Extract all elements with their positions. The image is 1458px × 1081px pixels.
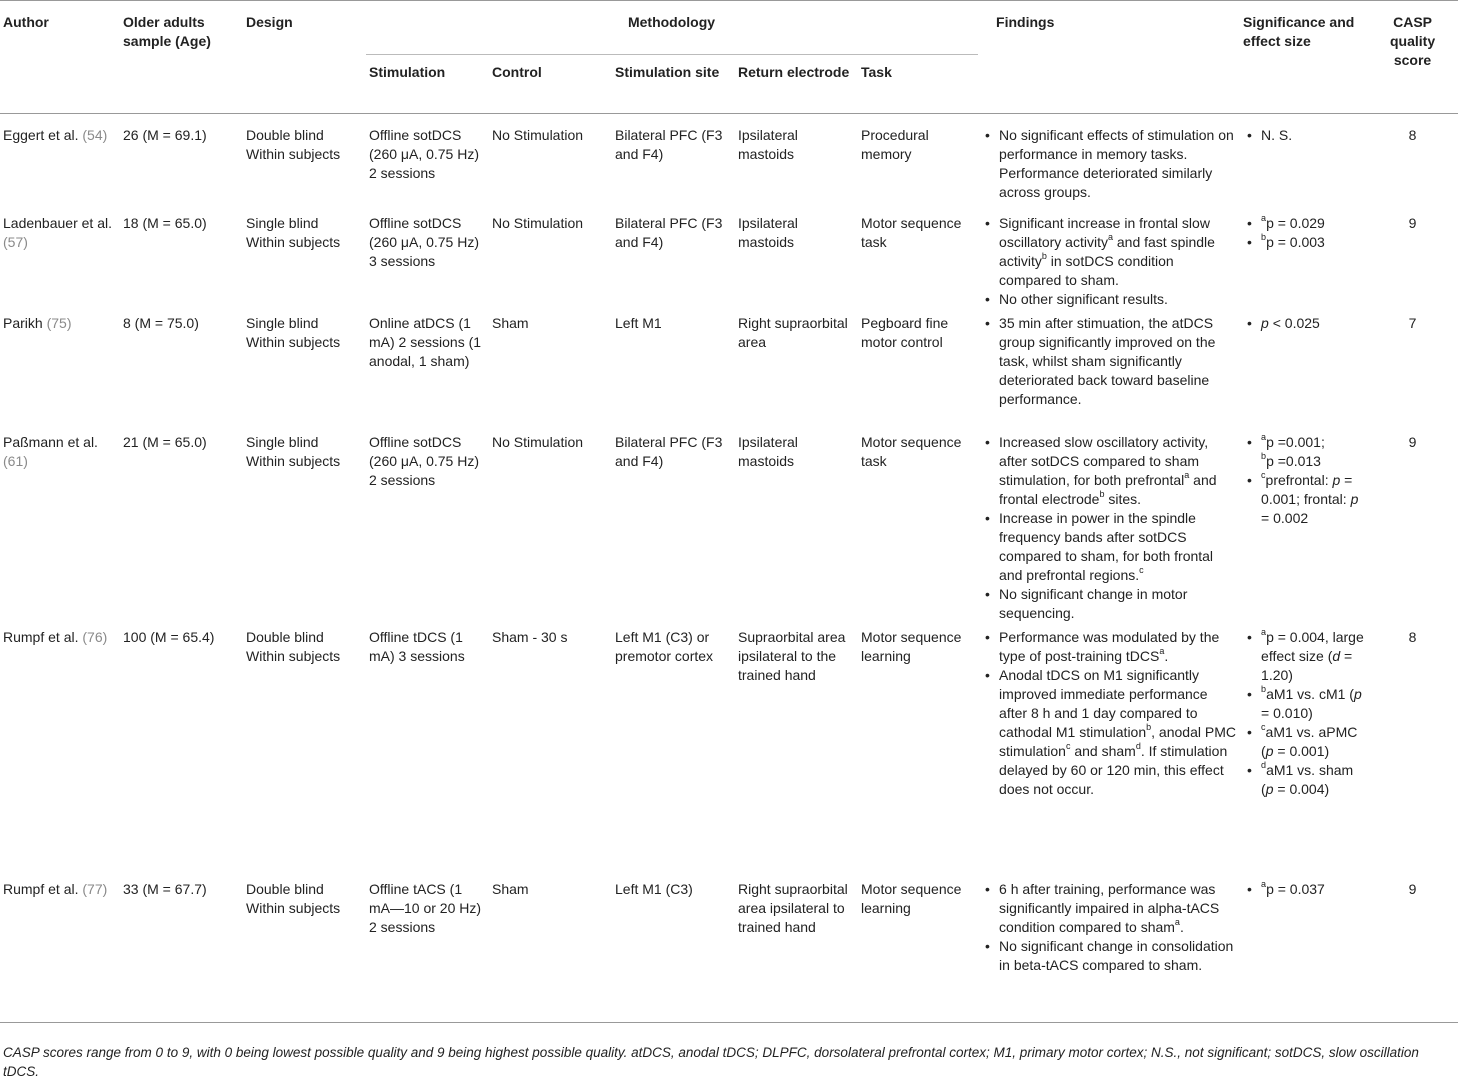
design-cell: Double blind Within subjects: [246, 127, 341, 162]
score-cell: 9: [1408, 433, 1417, 450]
score-cell: 7: [1408, 314, 1417, 331]
sample-cell: 8 (M = 75.0): [123, 314, 199, 331]
header-task: Task: [858, 55, 978, 114]
task-cell: Motor sequence task: [861, 433, 962, 469]
return-cell: Supraorbital area ipsilateral to the trained hand: [738, 628, 846, 683]
list-item: • $^a$p = 0.004, large effect size (d = 1.20): [1243, 628, 1364, 685]
author-cell: Rumpf et al. (77): [0, 880, 120, 1023]
list-item: • 35 min after stimuation, the atDCS group significantly improved on the task, whilst sham significantly deteriorated back toward baseline performance.: [981, 314, 1236, 409]
table-row: [0, 628, 1458, 880]
list-item: • No significant change in consolidation in beta-tACS compared to sham.: [981, 937, 1236, 975]
list-item: • $^c$aM1 vs. aPMC (p = 0.001): [1243, 723, 1364, 761]
design-cell: Single blind Within subjects: [246, 433, 341, 469]
sample-cell: 33 (M = 67.7): [120, 880, 243, 1023]
control-cell: Sham - 30 s: [492, 628, 568, 645]
significance-cell: [1240, 433, 1368, 628]
task-cell: Motor sequence task: [861, 214, 962, 250]
stimulation-cell: Offline sotDCS (260 μA, 0.75 Hz) 3 sessions: [369, 214, 480, 269]
header-methodology: Methodology: [366, 1, 978, 55]
site-cell: Left M1 (C3): [612, 880, 735, 1023]
stimulation-cell: Offline sotDCS (260 μA, 0.75 Hz) 2 sessions: [369, 127, 480, 181]
header-return: Return electrode: [735, 55, 858, 114]
findings-cell: [978, 214, 1240, 314]
score-cell: 9: [1408, 214, 1417, 231]
significance-cell: [1240, 880, 1368, 1023]
score-cell: 9: [1368, 880, 1458, 1023]
return-cell: Right supraorbital area ipsilateral to trained hand: [735, 880, 858, 1023]
author-cell: Ladenbauer et al. (57): [3, 214, 112, 250]
list-item: • Performance was modulated by the type of post-training tDCS$^a$.: [981, 628, 1236, 666]
list-item: • Significant increase in frontal slow oscillatory activity$^a$ and fast spindle activity$^b$ in sotDCS condition compared to sham.: [981, 214, 1236, 290]
task-cell: Motor sequence learning: [858, 880, 978, 1023]
list-item: • $^a$p = 0.029: [1243, 214, 1364, 233]
list-item: • No other significant results.: [981, 290, 1236, 309]
site-cell: Bilateral PFC (F3 and F4): [615, 214, 723, 250]
header-control: Control: [489, 55, 612, 114]
control-cell: Sham: [492, 314, 529, 331]
findings-cell: [978, 114, 1240, 214]
header-significance: Significance and effect size: [1240, 1, 1368, 114]
author-cell: Eggert et al. (54): [3, 127, 108, 143]
score-cell: 8: [1408, 628, 1417, 645]
list-item: • $^a$p = 0.037: [1243, 880, 1364, 899]
return-cell: Ipsilateral mastoids: [738, 433, 798, 469]
header-sample: Older adults sample (Age): [120, 1, 243, 114]
list-item: • No significant effects of stimulation on performance in memory tasks. Performance deteriorated similarly across groups.: [981, 126, 1236, 202]
table-row: [0, 880, 1458, 1023]
stimulation-cell: Offline sotDCS (260 μA, 0.75 Hz) 2 sessions: [369, 433, 480, 488]
findings-cell: [978, 628, 1240, 880]
significance-cell: [1240, 314, 1368, 433]
design-cell: Single blind Within subjects: [246, 214, 341, 250]
sample-cell: 100 (M = 65.4): [123, 628, 215, 645]
findings-cell: [978, 314, 1240, 433]
header-author: Author: [0, 1, 120, 114]
control-cell: No Stimulation: [492, 127, 584, 143]
design-cell: Double blind Within subjects: [246, 628, 341, 664]
table-row: [0, 314, 1458, 433]
table-row: [0, 114, 1458, 214]
site-cell: Bilateral PFC (F3 and F4): [615, 127, 723, 162]
list-item: • $^b$aM1 vs. cM1 (p = 0.010): [1243, 685, 1364, 723]
significance-cell: [1240, 214, 1368, 314]
list-item: • Increased slow oscillatory activity, after sotDCS compared to sham stimulation, for both prefrontal$^a$ and frontal electrode$^b$ sites.: [981, 433, 1236, 509]
header-casp: CASP quality score: [1368, 1, 1458, 114]
list-item: • $^b$p = 0.003: [1243, 233, 1364, 252]
control-cell: No Stimulation: [492, 433, 584, 450]
task-cell: Motor sequence learning: [861, 628, 962, 664]
author-cell: Parikh (75): [3, 314, 72, 331]
author-cell: Rumpf et al. (76): [3, 628, 108, 645]
significance-cell: [1240, 114, 1368, 214]
table-row: [0, 214, 1458, 314]
findings-cell: [978, 433, 1240, 628]
sample-cell: 26 (M = 69.1): [123, 127, 207, 143]
site-cell: Bilateral PFC (F3 and F4): [615, 433, 723, 469]
list-item: • $^d$aM1 vs. sham (p = 0.004): [1243, 761, 1364, 799]
list-item: • $^c$prefrontal: p = 0.001; frontal: p = 0.002: [1243, 471, 1364, 528]
header-site: Stimulation site: [612, 55, 735, 114]
return-cell: Right supraorbital area: [738, 314, 848, 350]
return-cell: Ipsilateral mastoids: [738, 214, 798, 250]
design-cell: Double blind Within subjects: [243, 880, 366, 1023]
list-item: • p < 0.025: [1243, 314, 1364, 333]
header-stimulation: Stimulation: [366, 55, 489, 114]
stimulation-cell: Online atDCS (1 mA) 2 sessions (1 anodal, 1 sham): [369, 314, 482, 369]
findings-cell: [978, 880, 1240, 1023]
task-cell: Pegboard fine motor control: [861, 314, 949, 350]
site-cell: Left M1 (C3) or premotor cortex: [615, 628, 714, 664]
header-design: Design: [243, 1, 366, 114]
score-cell: 8: [1408, 127, 1417, 143]
sample-cell: 18 (M = 65.0): [123, 214, 207, 231]
task-cell: Procedural memory: [861, 127, 929, 162]
list-item: • N. S.: [1243, 126, 1364, 145]
author-cell: Paßmann et al. (61): [3, 433, 98, 469]
header-findings: Findings: [978, 1, 1240, 114]
table-row: [0, 433, 1458, 628]
control-cell: Sham: [489, 880, 612, 1023]
stimulation-cell: Offline tDCS (1 mA) 3 sessions: [369, 628, 465, 664]
list-item: • Anodal tDCS on M1 significantly improved immediate performance after 8 h and 1 day compared to cathodal M1 stimulation$^b$, anodal PMC stimulation$^c$ and sham$^d$. If stimulation delayed by 60 or 120 min, this effect does not occur.: [981, 666, 1236, 799]
return-cell: Ipsilateral mastoids: [738, 127, 798, 162]
list-item: • Increase in power in the spindle frequency bands after sotDCS compared to sham, for both frontal and prefrontal regions.$^c$: [981, 509, 1236, 585]
list-item: • $^a$p =0.001; $^b$p =0.013: [1243, 433, 1364, 471]
list-item: • No significant change in motor sequencing.: [981, 585, 1236, 623]
sample-cell: 21 (M = 65.0): [123, 433, 207, 450]
design-cell: Single blind Within subjects: [246, 314, 341, 350]
list-item: • 6 h after training, performance was significantly impaired in alpha-tACS condition compared to sham$^a$.: [981, 880, 1236, 937]
control-cell: No Stimulation: [492, 214, 584, 231]
site-cell: Left M1: [615, 314, 662, 331]
stimulation-cell: Offline tACS (1 mA—10 or 20 Hz) 2 sessions: [366, 880, 489, 1023]
table-footnote: CASP scores range from 0 to 9, with 0 being lowest possible quality and 9 being highest possible quality. atDCS, anodal tDCS; DLPFC, dorsolateral prefrontal cortex; M1, primary motor cortex; N.S., not significant; sotDCS, slow oscillation tDCS.: [3, 1045, 1419, 1079]
significance-cell: [1240, 628, 1368, 880]
